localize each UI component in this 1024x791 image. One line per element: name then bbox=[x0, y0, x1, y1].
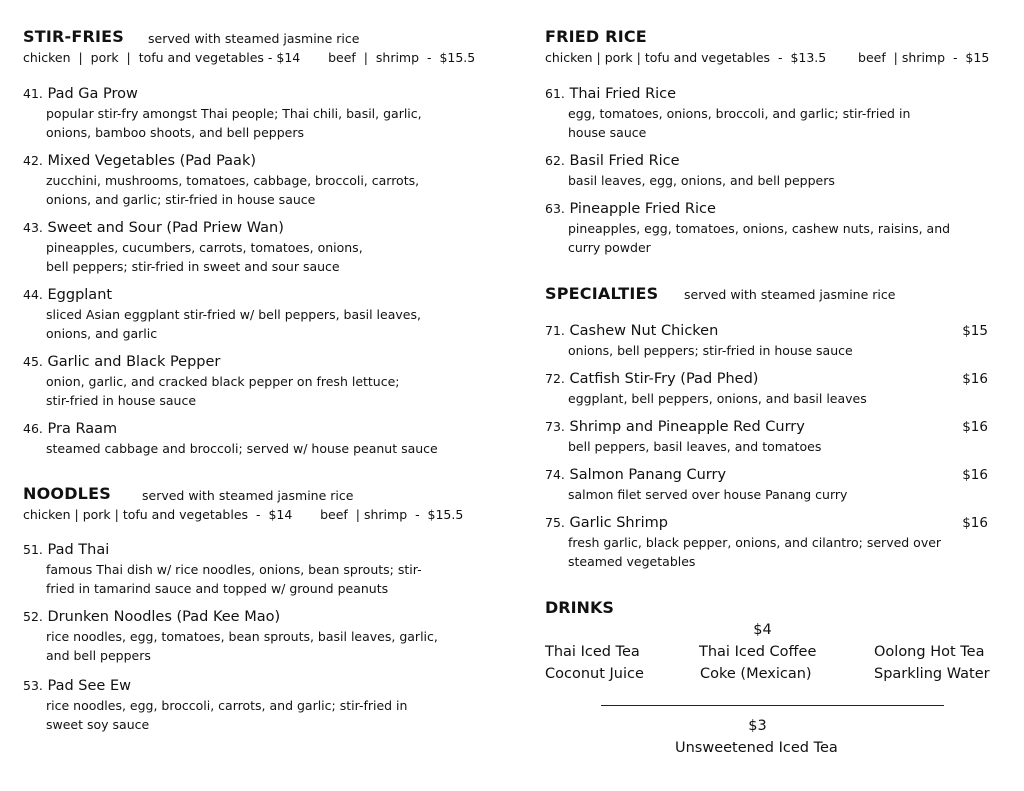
noodles-note: served with steamed jasmine rice bbox=[142, 488, 354, 503]
item-description: onion, garlic, and cracked black pepper on fresh lettuce; stir-fried in house sauce bbox=[46, 374, 400, 408]
item-number: 42. bbox=[23, 153, 43, 168]
item-name: Shrimp and Pineapple Red Curry bbox=[569, 419, 805, 435]
menu-item bbox=[23, 151, 493, 209]
drink-item: Thai Iced Coffee bbox=[699, 644, 817, 660]
item-number: 63. bbox=[545, 201, 565, 216]
menu-item bbox=[23, 84, 493, 142]
specialties-title: SPECIALTIES bbox=[545, 284, 659, 303]
item-name: Pad Thai bbox=[47, 542, 110, 558]
item-description: bell peppers, basil leaves, and tomatoes bbox=[568, 439, 822, 454]
item-description: famous Thai dish w/ rice noodles, onions, bean sprouts; stir-fried in tamarind sauce and topped w/ ground peanuts bbox=[46, 562, 422, 596]
item-name: Salmon Panang Curry bbox=[569, 467, 727, 483]
item-name: Garlic Shrimp bbox=[569, 515, 668, 531]
menu-item bbox=[23, 607, 493, 665]
item-number: 62. bbox=[545, 153, 565, 168]
item-name: Eggplant bbox=[47, 287, 113, 303]
item-number: 61. bbox=[545, 86, 565, 101]
item-number: 71. bbox=[545, 323, 565, 338]
item-name: Pad Ga Prow bbox=[47, 86, 138, 102]
noodles-prices: chicken | pork | tofu and vegetables - $14 beef | shrimp - $15.5 bbox=[23, 507, 464, 522]
item-description: egg, tomatoes, onions, broccoli, and garlic; stir-fried in house sauce bbox=[568, 106, 911, 140]
menu-item bbox=[23, 419, 493, 458]
item-price: $16 bbox=[962, 515, 988, 531]
noodles-title: NOODLES bbox=[23, 484, 111, 503]
menu-item bbox=[23, 352, 493, 410]
item-number: 53. bbox=[23, 678, 43, 693]
item-description: rice noodles, egg, tomatoes, bean sprouts, basil leaves, garlic, and bell peppers bbox=[46, 629, 438, 663]
item-name: Catfish Stir-Fry (Pad Phed) bbox=[569, 371, 759, 387]
menu-item bbox=[545, 199, 1005, 257]
item-number: 75. bbox=[545, 515, 565, 530]
stir-fries-note: served with steamed jasmine rice bbox=[148, 31, 360, 46]
menu-item bbox=[23, 540, 493, 598]
item-number: 72. bbox=[545, 371, 565, 386]
menu-item bbox=[545, 151, 1005, 190]
menu-item bbox=[545, 465, 988, 504]
item-description: salmon filet served over house Panang curry bbox=[568, 487, 848, 502]
item-name: Drunken Noodles (Pad Kee Mao) bbox=[47, 609, 281, 625]
item-name: Pineapple Fried Rice bbox=[569, 201, 716, 217]
item-name: Mixed Vegetables (Pad Paak) bbox=[47, 153, 257, 169]
item-number: 41. bbox=[23, 86, 43, 101]
fried-rice-prices: chicken | pork | tofu and vegetables - $13.5 beef | shrimp - $15 bbox=[545, 50, 990, 65]
item-description: basil leaves, egg, onions, and bell peppers bbox=[568, 173, 835, 188]
item-name: Cashew Nut Chicken bbox=[569, 323, 719, 339]
drinks-title: DRINKS bbox=[545, 598, 614, 617]
item-number: 74. bbox=[545, 467, 565, 482]
drink-item: Coke (Mexican) bbox=[700, 666, 812, 682]
menu-item bbox=[545, 84, 1005, 142]
item-price: $16 bbox=[962, 467, 988, 483]
menu-item bbox=[545, 321, 988, 360]
item-description: sliced Asian eggplant stir-fried w/ bell peppers, basil leaves, onions, and garlic bbox=[46, 307, 421, 341]
drink-item: Unsweetened Iced Tea bbox=[675, 740, 838, 756]
item-price: $16 bbox=[962, 419, 988, 435]
item-number: 43. bbox=[23, 220, 43, 235]
stir-fries-title: STIR-FRIES bbox=[23, 27, 125, 46]
item-description: pineapples, egg, tomatoes, onions, cashew nuts, raisins, and curry powder bbox=[568, 221, 951, 255]
item-price: $16 bbox=[962, 371, 988, 387]
item-name: Pad See Ew bbox=[47, 678, 131, 694]
item-price: $15 bbox=[962, 323, 988, 339]
drink-item: Sparkling Water bbox=[874, 666, 990, 682]
fried-rice-title: FRIED RICE bbox=[545, 27, 647, 46]
drinks-price-tier-3: $3 bbox=[748, 718, 767, 734]
item-description: steamed cabbage and broccoli; served w/ house peanut sauce bbox=[46, 441, 438, 456]
drink-item: Coconut Juice bbox=[545, 666, 644, 682]
item-name: Garlic and Black Pepper bbox=[47, 354, 221, 370]
drink-item: Oolong Hot Tea bbox=[874, 644, 985, 660]
item-number: 46. bbox=[23, 421, 43, 436]
item-number: 73. bbox=[545, 419, 565, 434]
specialties-note: served with steamed jasmine rice bbox=[684, 287, 896, 302]
item-description: pineapples, cucumbers, carrots, tomatoes, onions, bell peppers; stir-fried in sweet and sour sauce bbox=[46, 240, 363, 274]
item-name: Pra Raam bbox=[47, 421, 118, 437]
drink-item: Thai Iced Tea bbox=[545, 644, 640, 660]
menu-item bbox=[23, 285, 493, 343]
item-description: popular stir-fry amongst Thai people; Thai chili, basil, garlic, onions, bamboo shoots, and bell peppers bbox=[46, 106, 422, 140]
menu-item bbox=[545, 369, 988, 408]
item-name: Thai Fried Rice bbox=[569, 86, 677, 102]
item-description: eggplant, bell peppers, onions, and basil leaves bbox=[568, 391, 867, 406]
item-name: Basil Fried Rice bbox=[569, 153, 680, 169]
item-description: rice noodles, egg, broccoli, carrots, and garlic; stir-fried in sweet soy sauce bbox=[46, 698, 408, 732]
menu-item bbox=[545, 513, 988, 571]
item-number: 52. bbox=[23, 609, 43, 624]
item-number: 44. bbox=[23, 287, 43, 302]
item-name: Sweet and Sour (Pad Priew Wan) bbox=[47, 220, 284, 236]
item-description: fresh garlic, black pepper, onions, and cilantro; served over steamed vegetables bbox=[568, 535, 942, 569]
stir-fries-prices: chicken | pork | tofu and vegetables - $14 beef | shrimp - $15.5 bbox=[23, 50, 476, 65]
item-description: onions, bell peppers; stir-fried in house sauce bbox=[568, 343, 853, 358]
item-number: 45. bbox=[23, 354, 43, 369]
menu-item bbox=[23, 218, 493, 276]
drinks-price-tier-4: $4 bbox=[753, 622, 772, 638]
menu-item bbox=[545, 417, 988, 456]
divider bbox=[601, 705, 944, 706]
menu-item bbox=[23, 676, 493, 734]
item-number: 51. bbox=[23, 542, 43, 557]
item-description: zucchini, mushrooms, tomatoes, cabbage, broccoli, carrots, onions, and garlic; stir-fried in house sauce bbox=[46, 173, 420, 207]
